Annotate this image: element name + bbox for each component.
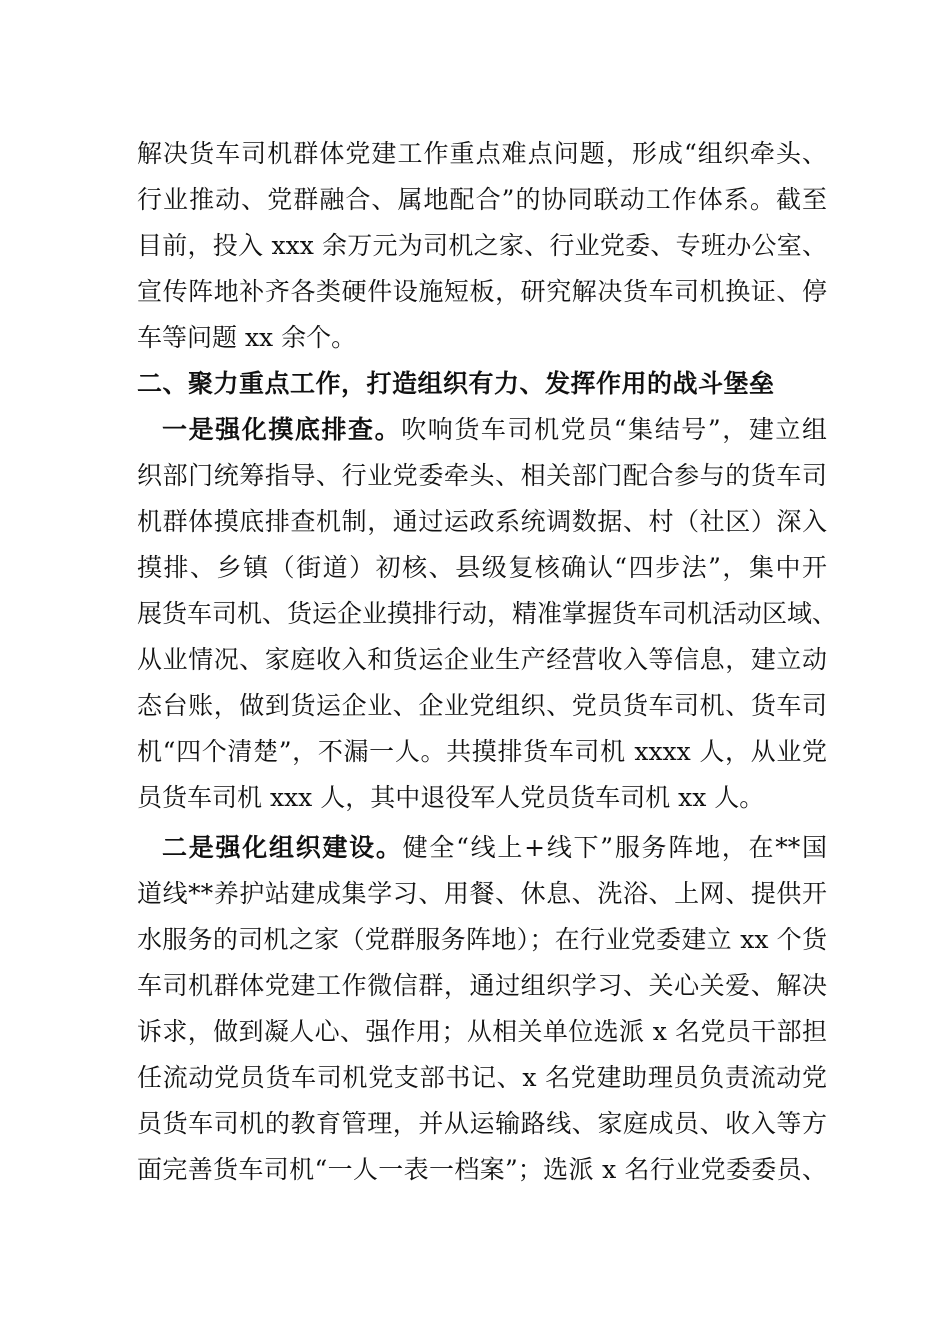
text-line: 道线**养护站建成集学习、用餐、休息、洗浴、上网、提供开	[137, 879, 827, 908]
text-line: 机“四个清楚”，不漏一人。共摸排货车司机 xxxx 人，从业党	[137, 737, 827, 766]
document-body	[137, 131, 838, 1193]
text-line-first	[137, 825, 827, 871]
text-line: 任流动党员货车司机党支部书记、x 名党建助理员负责流动党	[137, 1063, 827, 1092]
section-heading	[137, 361, 827, 407]
text-line: 诉求，做到凝人心、强作用；从相关单位选派 x 名党员干部担	[137, 1017, 827, 1046]
text-line: 员货车司机 xxx 人，其中退役军人党员货车司机 xx 人。	[137, 783, 765, 812]
paragraph-1	[137, 131, 827, 361]
text-line: 机群体摸底排查机制，通过运政系统调数据、村（社区）深入	[137, 507, 827, 536]
paragraph-2	[137, 407, 838, 821]
paragraph-lead: 一是强化摸底排查。	[162, 415, 402, 444]
text-line: 车司机群体党建工作微信群，通过组织学习、关心关爱、解决	[137, 971, 827, 1000]
text-line: 从业情况、家庭收入和货运企业生产经营收入等信息，建立动	[137, 645, 827, 674]
text-line: 面完善货车司机“一人一表一档案”；选派 x 名行业党委委员、	[137, 1155, 827, 1184]
text-line: 展货车司机、货运企业摸排行动，精准掌握货车司机活动区域、	[137, 599, 838, 628]
text-line: 织部门统筹指导、行业党委牵头、相关部门配合参与的货车司	[137, 461, 827, 490]
text-line: 态台账，做到货运企业、企业党组织、党员货车司机、货车司	[137, 691, 827, 720]
text-line: 员货车司机的教育管理，并从运输路线、家庭成员、收入等方	[137, 1109, 827, 1138]
paragraph-lead: 二是强化组织建设。	[162, 833, 403, 862]
text-line: 目前，投入 xxx 余万元为司机之家、行业党委、专班办公室、	[137, 231, 827, 260]
text-line: 摸排、乡镇（街道）初核、县级复核确认“四步法”，集中开	[137, 553, 827, 582]
paragraph-3	[137, 825, 827, 1193]
text-line: 解决货车司机群体党建工作重点难点问题，形成“组织牵头、	[137, 139, 827, 168]
heading-text: 二、聚力重点工作，打造组织有力、发挥作用的战斗堡垒	[137, 369, 775, 398]
text-line: 水服务的司机之家（党群服务阵地）；在行业党委建立 xx 个货	[137, 925, 827, 954]
paragraph-first-rest: 健全“线上+线下”服务阵地，在**国	[402, 833, 827, 862]
text-line: 宣传阵地补齐各类硬件设施短板，研究解决货车司机换证、停	[137, 277, 827, 306]
text-line: 车等问题 xx 余个。	[137, 323, 357, 352]
text-line: 行业推动、党群融合、属地配合”的协同联动工作体系。截至	[137, 185, 827, 214]
paragraph-first-rest: 吹响货车司机党员“集结号”，建立组	[401, 415, 827, 444]
text-line-first	[137, 407, 827, 453]
